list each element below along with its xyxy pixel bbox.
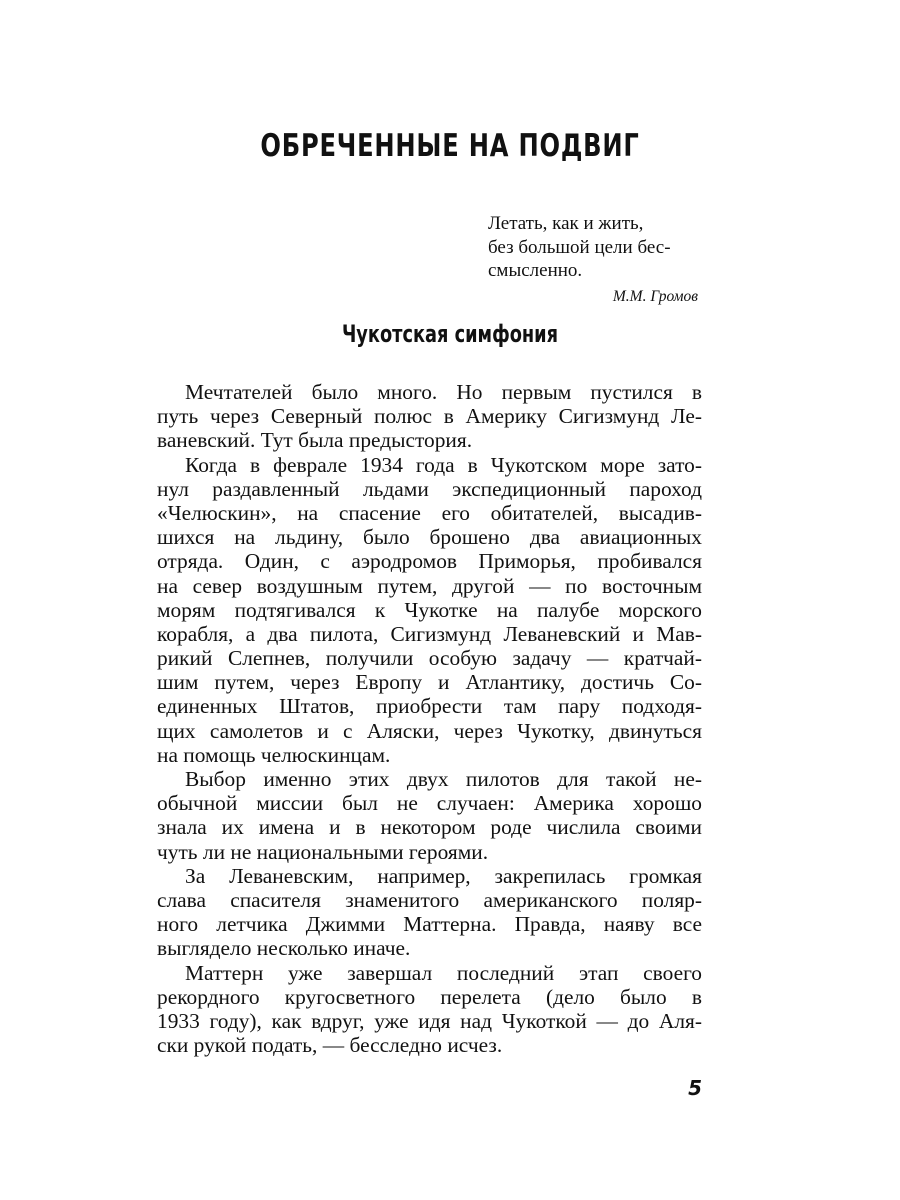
paragraph (157, 767, 702, 864)
body-text (157, 380, 702, 1057)
text-line: морям подтягивался к Чукотке на палубе морского (157, 597, 702, 622)
text-line: ски рукой подать, — бесследно исчез. (157, 1033, 503, 1058)
text-line: рекордного кругосветного перелета (дело было в (157, 984, 702, 1009)
text-line: корабля, а два пилота, Сигизмунд Леваневский и Мав- (157, 621, 702, 646)
text-line: ного летчика Джимми Маттерна. Правда, наяву все (157, 912, 702, 937)
chapter-title: ОБРЕЧЕННЫЕ НА ПОДВИГ (260, 128, 640, 164)
text-line: рикий Слепнев, получили особую задачу — кратчай- (157, 646, 702, 671)
paragraph (157, 864, 702, 961)
text-line: отряда. Один, с аэродромов Приморья, пробивался (157, 549, 702, 574)
text-line: единенных Штатов, приобрести там пару подходя- (157, 694, 702, 719)
text-line: Когда в феврале 1934 года в Чукотском море зато- (185, 452, 702, 477)
text-line: путь через Северный полюс в Америку Сигизмунд Ле- (157, 404, 702, 429)
text-line: слава спасителя знаменитого американского поляр- (157, 887, 702, 912)
text-line: За Леваневским, например, закрепилась громкая (185, 863, 702, 888)
text-line: Мечтателей было много. Но первым пустился в (185, 380, 702, 404)
epigraph-line: без большой цели бес- (488, 236, 671, 258)
epigraph-line: смысленно. (488, 260, 583, 281)
text-line: 1933 году), как вдруг, уже идя над Чукоткой — до Аля- (157, 1008, 702, 1033)
epigraph-line: Летать, как и жить, (488, 213, 644, 234)
text-line: Выбор именно этих двух пилотов для такой не- (185, 767, 702, 791)
text-line: на север воздушным путем, другой — по восточным (157, 573, 702, 598)
text-line: шихся на льдину, было брошено два авиационных (157, 525, 702, 550)
text-line: щих самолетов и с Аляски, через Чукотку, двинуться (157, 718, 702, 743)
text-line: чуть ли не национальными героями. (157, 839, 489, 864)
text-line: обычной миссии был не случаен: Америка хорошо (157, 791, 702, 816)
paragraph (157, 453, 702, 767)
paragraph (157, 961, 702, 1058)
text-line: знала их имена и в некотором роде числила своими (157, 815, 702, 840)
text-line: выглядело несколько иначе. (157, 936, 411, 961)
text-line: «Челюскин», на спасение его обитателей, высадив- (157, 500, 702, 525)
page-number: 5 (688, 1076, 702, 1100)
text-line: ваневский. Тут была предыстория. (157, 428, 473, 453)
text-line: нул раздавленный льдами экспедиционный пароход (157, 476, 702, 501)
epigraph (488, 212, 708, 308)
epigraph-author: М.М. Громов (612, 287, 698, 305)
text-line: шим путем, через Европу и Атлантику, достичь Со- (157, 670, 702, 695)
paragraph (157, 380, 702, 453)
section-title: Чукотская симфония (341, 320, 559, 348)
text-line: Маттерн уже завершал последний этап своего (185, 960, 702, 985)
text-line: на помощь челюскинцам. (157, 742, 391, 767)
